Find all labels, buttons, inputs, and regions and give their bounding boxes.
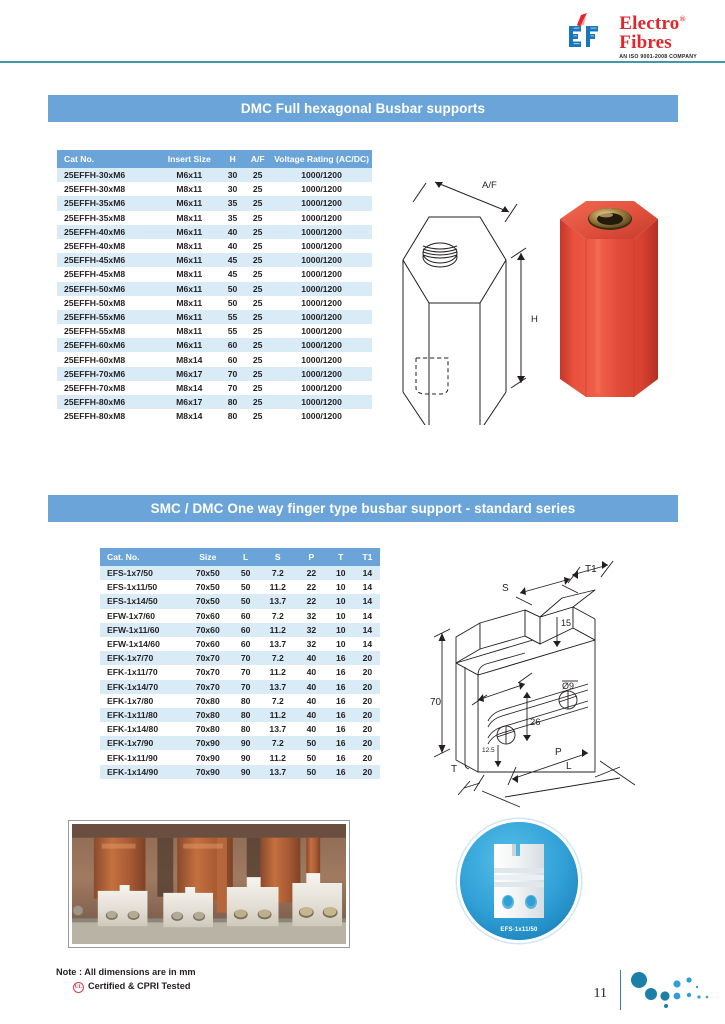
table-cell: 25 [252,269,263,280]
table-cell: 1000/1200 [301,283,342,294]
installation-photo [72,824,346,944]
table-cell: 16 [336,752,346,763]
table-cell: 25 [252,297,263,308]
table-cell: EFW-1x7/60 [107,610,156,621]
table-cell: 25 [252,382,263,393]
table-cell: 16 [336,681,346,692]
table-cell: 70x50 [195,582,220,593]
table-row [100,694,380,708]
table-cell: EFS-1x11/50 [107,582,158,593]
table-row [57,182,372,196]
hexagonal-support-line-drawing [395,160,560,425]
table-cell: 25EFFH-60xM8 [64,354,126,365]
table-cell: M8x14 [176,411,203,422]
table-cell: 40 [227,241,238,252]
table-cell: 13.7 [269,596,287,607]
table-cell: 70 [227,368,238,379]
table-cell: M8x11 [176,326,203,337]
table-row [100,637,380,651]
table-cell: M6x11 [176,311,203,322]
installation-photo-frame [68,820,350,948]
table-row [100,680,380,694]
table-cell: 55 [227,326,238,337]
table-row [57,211,372,225]
table-cell: 70 [240,681,251,692]
label-70: 70 [430,697,442,708]
table-cell: 7.2 [271,695,284,706]
table-cell: 25 [252,283,263,294]
table-cell: 25EFFH-80xM8 [64,411,126,422]
page-number: 11 [593,986,607,1001]
table-cell: 25EFFH-70xM8 [64,382,126,393]
finger-type-support-spec-table [100,548,380,779]
table-cell: 70x60 [195,610,220,621]
table-cell: 25 [252,184,263,195]
note-certification-text: Certified & CPRI Tested [88,981,191,992]
table-cell: 90 [240,738,251,749]
iso-tagline: AN ISO 9001-2008 COMPANY [619,54,697,60]
table-cell: 90 [240,766,251,777]
table-cell: M6x11 [176,255,203,266]
table-cell: 50 [240,582,251,593]
footer-divider [620,970,621,1010]
table-cell: 30 [227,184,238,195]
table-cell: 70x80 [195,695,220,706]
table-cell: 70x60 [195,639,220,650]
table-cell: EFW-1x11/60 [107,624,160,635]
table-cell: EFK-1x11/90 [107,752,158,763]
note-certification [56,980,196,994]
table-cell: 70x80 [195,724,220,735]
table-row [100,765,380,779]
table-cell: M8x11 [176,241,203,252]
column-header-h: H [221,150,244,168]
table-row [57,324,372,338]
table-row [100,623,380,637]
table-cell: 25EFFH-30xM6 [64,170,126,181]
column-header-insert-size: Insert Size [158,150,221,168]
table-cell: 60 [240,624,251,635]
table-cell: 20 [362,695,373,706]
table-cell: 32 [306,610,317,621]
table-cell: 11.2 [269,667,286,678]
table-cell: 40 [306,667,317,678]
table-cell: 7.2 [271,738,284,749]
table-cell: 25EFFH-70xM6 [64,368,126,379]
table-cell: 11.2 [269,752,286,763]
column-header-t1: T1 [355,548,380,566]
table-cell: 10 [336,596,346,607]
table-cell: 25EFFH-45xM8 [64,269,126,280]
logo-name-line1: Electro® [619,13,686,34]
table-cell: 80 [240,695,251,706]
table-row [100,580,380,594]
label-h: H [531,314,538,325]
table-cell: 22 [306,582,317,593]
table-cell: 11.2 [269,624,286,635]
table-cell: 90 [240,752,251,763]
table-cell: 25EFFH-40xM6 [64,226,126,237]
table-cell: 40 [306,724,317,735]
table-cell: 10 [336,582,346,593]
table-row [100,665,380,679]
table-cell: 20 [362,681,373,692]
header-divider [0,61,725,63]
table-row [57,310,372,324]
table-cell: 22 [306,596,317,607]
table-cell: 10 [336,639,346,650]
table-cell: 1000/1200 [301,411,342,422]
table-cell: 25 [252,326,263,337]
column-header-cat-no: Cat No. [57,150,158,168]
table-row [57,253,372,267]
table-cell: 80 [240,724,251,735]
table-cell: 1000/1200 [301,184,342,195]
table-row [100,750,380,764]
table-cell: 25EFFH-40xM8 [64,241,126,252]
table-cell: 25 [252,340,263,351]
table-cell: 70x70 [195,667,220,678]
label-dia-9: Ø9 [562,681,575,691]
hexagonal-support-product-photo [538,193,678,418]
table-cell: 16 [336,766,346,777]
column-header-voltage-rating: Voltage Rating (AC/DC) [271,150,372,168]
table-cell: 10 [336,624,346,635]
table-cell: 60 [227,340,238,351]
table-row [57,352,372,366]
column-header-s: S [260,548,296,566]
table-row [57,168,372,182]
table-cell: 20 [362,738,373,749]
table-cell: 55 [227,311,238,322]
table-cell: 25EFFH-50xM8 [64,297,126,308]
table-cell: 20 [362,653,373,664]
table-cell: 25EFFH-35xM6 [64,198,126,209]
table-cell: 50 [227,283,238,294]
table-2-container [100,548,380,779]
table-cell: 25EFFH-30xM8 [64,184,126,195]
table-cell: EFK-1x11/70 [107,667,158,678]
label-s: S [502,583,509,594]
table-cell: EFK-1x7/80 [107,695,154,706]
column-header-af: A/F [244,150,271,168]
section-1-header [48,95,678,122]
table-row [57,267,372,281]
finger-support-isometric-drawing [420,545,680,820]
table-cell: 14 [362,568,373,579]
table-cell: 1000/1200 [301,311,342,322]
table-cell: EFK-1x14/70 [107,681,159,692]
table-cell: 16 [336,695,346,706]
table-cell: 25 [252,411,263,422]
hexagonal-busbar-spec-table [57,150,372,423]
label-t: T [451,764,458,775]
table-cell: 70 [227,382,238,393]
table-cell: 1000/1200 [301,226,342,237]
table-cell: 30 [227,170,238,181]
table-cell: 16 [336,653,346,664]
table-cell: M8x14 [176,354,203,365]
label-26: 26 [530,717,541,728]
table-cell: 70x90 [195,752,220,763]
table-cell: 80 [240,709,251,720]
table-cell: 70x60 [195,624,220,635]
table-cell: 14 [362,610,373,621]
label-t1: T1 [585,564,597,575]
table-cell: 25 [252,397,263,408]
table-cell: 70x70 [195,653,220,664]
table-cell: EFK-1x7/70 [107,653,154,664]
table-cell: 25 [252,241,263,252]
table-cell: 14 [362,596,373,607]
column-header-l: L [232,548,260,566]
badge-caption: EFS-1x11/50 [500,927,538,933]
table-cell: 1000/1200 [301,368,342,379]
table-cell: 25 [252,226,263,237]
ul-certification-icon: UL [73,982,84,993]
table-cell: 1000/1200 [301,354,342,365]
table-cell: 13.7 [269,724,287,735]
company-logo [567,12,697,60]
note-dimensions: Note : All dimensions are in mm [56,967,196,978]
section-2-header [48,495,678,522]
column-header-cat-no: Cat. No. [100,548,184,566]
table-row [100,609,380,623]
table-cell: 20 [362,709,373,720]
table-cell: 40 [306,709,317,720]
table-cell: 40 [306,681,317,692]
table-cell: 20 [362,724,373,735]
table-cell: 1000/1200 [301,297,342,308]
footer-dots-decoration [627,970,713,1008]
table-cell: 40 [306,695,317,706]
table-cell: 14 [362,639,373,650]
table-cell: 16 [336,724,346,735]
table-cell: 25 [252,311,263,322]
table-cell: 70x90 [195,738,220,749]
footer-note [56,966,196,994]
table-cell: 70x50 [195,596,220,607]
table-cell: 7.2 [271,610,284,621]
table-cell: 25 [252,368,263,379]
table-cell: 25 [252,198,263,209]
table-cell: 20 [362,667,373,678]
section-1-title: DMC Full hexagonal Busbar supports [48,95,678,122]
table-cell: 60 [240,639,251,650]
table-cell: 13.7 [269,639,287,650]
table-cell: 50 [306,766,317,777]
column-header-t: T [327,548,355,566]
section-2-title: SMC / DMC One way finger type busbar support - standard series [48,495,678,522]
table-cell: 1000/1200 [301,382,342,393]
table-cell: 11.2 [269,709,286,720]
table-cell: 14 [362,582,373,593]
table-row [57,296,372,310]
table-cell: 1000/1200 [301,326,342,337]
table-cell: 25 [252,212,263,223]
table-row [100,651,380,665]
table-cell: M6x17 [176,397,203,408]
table-row [57,282,372,296]
table-cell: 70x90 [195,766,220,777]
table-row [57,395,372,409]
table-cell: 32 [306,639,317,650]
table-header-row [100,548,380,566]
table-cell: 7.2 [271,568,284,579]
product-badge [460,822,578,940]
table-cell: 25EFFH-55xM8 [64,326,126,337]
table-row [57,196,372,210]
table-cell: EFK-1x7/90 [107,738,154,749]
table-cell: M8x14 [176,382,203,393]
column-header-p: P [296,548,327,566]
table-cell: 45 [227,255,238,266]
table-row [57,338,372,352]
table-cell: 1000/1200 [301,397,342,408]
table-cell: 70 [240,653,251,664]
table-cell: 50 [227,297,238,308]
table-cell: 50 [306,738,317,749]
ef-monogram-icon [567,12,613,54]
table-cell: M6x11 [176,170,203,181]
table-cell: 45 [227,269,238,280]
table-cell: 20 [362,766,373,777]
table-cell: 40 [227,226,238,237]
table-cell: EFS-1x7/50 [107,568,153,579]
table-cell: M8x11 [176,269,203,280]
table-cell: 14 [362,624,373,635]
table-row [57,239,372,253]
table-cell: 25EFFH-55xM6 [64,311,126,322]
table-cell: M6x17 [176,368,203,379]
table-cell: 70x80 [195,709,220,720]
table-row [100,708,380,722]
table-cell: 25EFFH-45xM6 [64,255,126,266]
table-row [100,566,380,580]
table-cell: EFK-1x14/90 [107,766,159,777]
table-cell: 35 [227,198,238,209]
table-cell: 60 [240,610,251,621]
table-cell: 25 [252,255,263,266]
table-row [57,409,372,423]
table-cell: 50 [240,596,251,607]
table-row [100,722,380,736]
table-1-container [57,150,372,423]
table-row [57,367,372,381]
table-header-row [57,150,372,168]
table-cell: 25 [252,354,263,365]
table-cell: M8x11 [176,184,203,195]
table-cell: 32 [306,624,317,635]
table-cell: EFK-1x14/80 [107,724,159,735]
table-cell: 1000/1200 [301,340,342,351]
table-cell: 7.2 [271,653,284,664]
table-cell: 25EFFH-50xM6 [64,283,126,294]
table-cell: 11.2 [269,582,286,593]
column-header-size: Size [184,548,232,566]
table-cell: 13.7 [269,681,287,692]
table-cell: 1000/1200 [301,170,342,181]
table-cell: 10 [336,610,346,621]
table-cell: 16 [336,738,346,749]
table-cell: 13.7 [269,766,287,777]
table-cell: M8x11 [176,212,203,223]
table-cell: EFK-1x11/80 [107,709,158,720]
table-cell: 60 [227,354,238,365]
label-l: L [566,761,572,772]
table-cell: 25EFFH-80xM6 [64,397,126,408]
table-cell: 1000/1200 [301,269,342,280]
table-cell: 80 [227,397,238,408]
table-cell: M6x11 [176,283,203,294]
table-row [57,225,372,239]
table-cell: 1000/1200 [301,198,342,209]
table-cell: 50 [306,752,317,763]
page-header [0,0,725,62]
label-12-5: 12.5 [482,747,495,754]
table-cell: 50 [240,568,251,579]
table-row [100,594,380,608]
table-cell: 80 [227,411,238,422]
table-cell: 16 [336,709,346,720]
table-cell: 70 [240,667,251,678]
table-cell: 1000/1200 [301,212,342,223]
table-row [100,736,380,750]
table-row [57,381,372,395]
table-cell: M6x11 [176,198,203,209]
table-cell: 25EFFH-35xM8 [64,212,126,223]
table-cell: M6x11 [176,340,203,351]
table-cell: 20 [362,752,373,763]
registered-trademark-icon: ® [679,14,686,24]
label-15: 15 [561,618,572,628]
table-cell: 25 [252,170,263,181]
table-cell: 10 [336,568,346,579]
table-cell: M6x11 [176,226,203,237]
table-cell: 70x70 [195,681,220,692]
badge-product-icon [460,822,578,940]
logo-wordmark [619,12,697,60]
table-cell: 40 [306,653,317,664]
table-cell: 22 [306,568,317,579]
table-cell: EFS-1x14/50 [107,596,158,607]
table-cell: 35 [227,212,238,223]
table-cell: 70x50 [195,568,220,579]
logo-name-line2: Fibres [619,32,672,53]
table-cell: 25EFFH-60xM6 [64,340,126,351]
table-cell: M8x11 [176,297,203,308]
table-cell: 16 [336,667,346,678]
label-p: P [555,747,562,758]
table-cell: EFW-1x14/60 [107,639,160,650]
table-cell: 1000/1200 [301,255,342,266]
label-af: A/F [482,180,497,191]
table-cell: 1000/1200 [301,241,342,252]
